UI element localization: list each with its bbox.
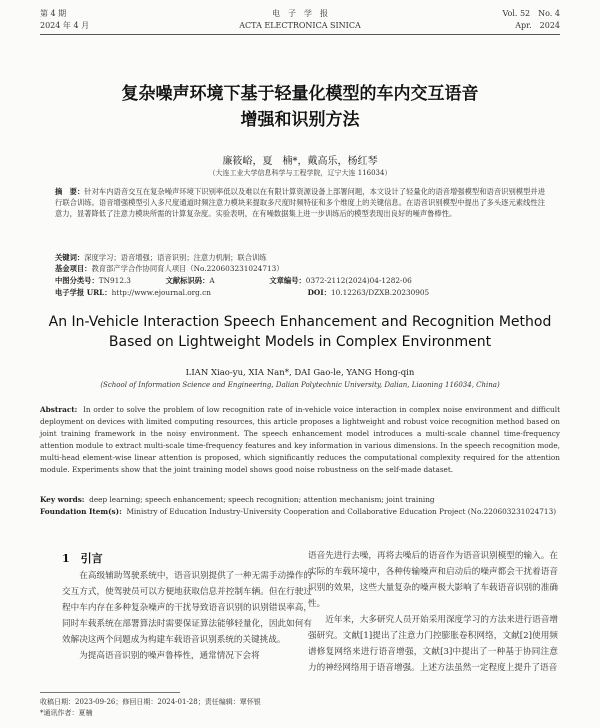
clc-label: 中图分类号：	[55, 276, 99, 285]
fund-cn-label: 基金项目：	[55, 264, 92, 273]
doc-code-value: A	[209, 276, 215, 285]
date-en: Apr. 2024	[515, 21, 560, 30]
abstract-en-label: Abstract:	[40, 405, 78, 414]
abstract-cn-label: 摘 要：	[55, 187, 85, 196]
meta-row-2	[55, 287, 545, 298]
title-cn-line1: 复杂噪声环境下基于轻量化模型的车内交互语音	[121, 84, 479, 104]
fund-en-text: Ministry of Education Industry-University Cooperation and Collaborative Education Project (No.220603231024713)	[126, 507, 557, 516]
received-date: 收稿日期：2023-09-26；修回日期：2024-01-28；责任编辑：覃怀银	[40, 698, 261, 706]
journal-url[interactable]: http://www.ejournal.org.cn	[111, 288, 211, 297]
journal-cn: 电 子 学 报	[272, 9, 328, 18]
title-en-line2: Based on Lightweight Models in Complex Environment	[108, 334, 492, 350]
abstract-cn-text: 针对车内语音交互在复杂噪声环境下识别率低以及难以在有限计算资源设备上部署问题，本文设计了轻量化的语音增强模型和语音识别模型并进行联合训练。语音增强模型引入多尺度通道时频注意力模块来提取多尺度时频特征和多个维度上的关键信息。在语音识别模型中提出了多头逐元素线性注意力，显著降低了注意力模块所需的计算复杂度。实验表明，在有噪数据集上进一步训练后的模型表现出良好的噪声鲁棒性。	[55, 187, 546, 218]
journal-url-label: 电子学报 URL：	[55, 288, 112, 297]
keywords-en-text: deep learning; speech enhancement; speech recognition; attention mechanism; joint training	[89, 495, 435, 504]
keywords-en	[40, 494, 560, 506]
keywords-cn-label: 关键词：	[55, 253, 85, 262]
title-cn-line2: 增强和识别方法	[240, 110, 360, 130]
intro-right-column: 语音先进行去噪，再将去噪后的语音作为语音识别模型的输入。在实际的车载环境中，各种传输噪声和启动后的噪声都会干扰着语音识别的效果，这些大量复杂的噪声极大影响了车载语音识别的准确性。 近年来，大多研究人员开始采用深度学习的方法来进行语音增强研究。文献[1]提出了注意力门控膨胀卷积网络，文献[2]使用频谱修复网络来进行语音增强，文献[3]中提出了一种基于协同注意力的神经网络用于语音增强。上述方法虽然一定程度上提升了语音	[308, 551, 558, 673]
title-en-line1: An In-Vehicle Interaction Speech Enhancement and Recognition Method	[48, 314, 552, 330]
affiliation-en: (School of Information Science and Engineering, Dalian Polytechnic University, Dalian, Liaoning 116034, China)	[100, 381, 500, 389]
intro-left-column: 在高级辅助驾驶系统中，语音识别提供了一种无需手动操作的交互方式，使驾驶员可以方便地获取信息并控制车辆。但在行驶过程中车内存在多种复杂噪声的干扰导致语音识别的识别错误率高，同时车载系统在部署算法时需要保证算法能够轻量化，因此如何有效解决这两个问题成为构建车载语音识别系统的关键挑战。 为提高语音识别的噪声鲁棒性，通常情况下会将	[62, 571, 312, 661]
footnote-rule	[40, 692, 180, 693]
abstract-en-text: In order to solve the problem of low recognition rate of in-vehicle voice interaction in complex noise environment and difficult deployment on devices with limited computing resources, this article proposes a lightweight and robust voice recognition method based on joint training framework in the noisy environment. The speech enhancement model introduces a multi-scale channel time-frequency attention module to extract multi-scale time-frequency features and key information in various dimensions. In the speech recognition mode, multi-head element-wise linear attention is proposed, which significantly reduces the computational complexity required for the attention module. Experiments show that the joint training model shows good noise robustness on the self-made dataset.	[40, 405, 561, 474]
header-rule	[40, 34, 560, 35]
doc-code-label: 文献标识码：	[165, 276, 210, 285]
keywords-cn	[55, 252, 545, 263]
doi-value[interactable]: 10.12263/DZXB.20230905	[330, 288, 430, 297]
doi-label: DOI：	[307, 288, 331, 297]
fund-cn	[55, 263, 545, 274]
authors-cn: 廉筱峪，夏 楠*，戴高乐，杨红琴	[222, 156, 378, 167]
affiliation-cn: （大连工业大学信息科学与工程学院，辽宁大连 116034）	[208, 169, 392, 177]
issue-cn: 第 4 期	[40, 9, 67, 18]
date-cn: 2024 年 4 月	[40, 21, 90, 30]
volume-number: Vol. 52 No. 4	[502, 9, 560, 18]
keywords-en-label: Key words:	[40, 495, 85, 504]
authors-en: LIAN Xiao-yu, XIA Nan*, DAI Gao-le, YANG Hong-qin	[185, 368, 415, 378]
abstract-cn	[55, 186, 545, 219]
clc-value: TN912.3	[98, 276, 131, 285]
article-number-label: 文章编号：	[269, 276, 306, 285]
article-number-value: 0372-2112(2024)04-1282-06	[305, 276, 412, 285]
abstract-en	[40, 404, 560, 476]
fund-cn-text: 教育部产学合作协同育人项目（No.220603231024713）	[91, 264, 284, 273]
fund-en-label: Foundation Item(s):	[40, 507, 122, 516]
meta-row-1	[55, 275, 545, 286]
fund-en	[40, 506, 560, 518]
corresponding-author: *通讯作者：夏楠	[40, 709, 93, 717]
journal-en: ACTA ELECTRONICA SINICA	[239, 21, 361, 30]
section-heading: 1 引言	[62, 552, 103, 565]
keywords-cn-text: 深度学习；语音增强；语音识别；注意力机制；联合训练	[84, 253, 267, 262]
